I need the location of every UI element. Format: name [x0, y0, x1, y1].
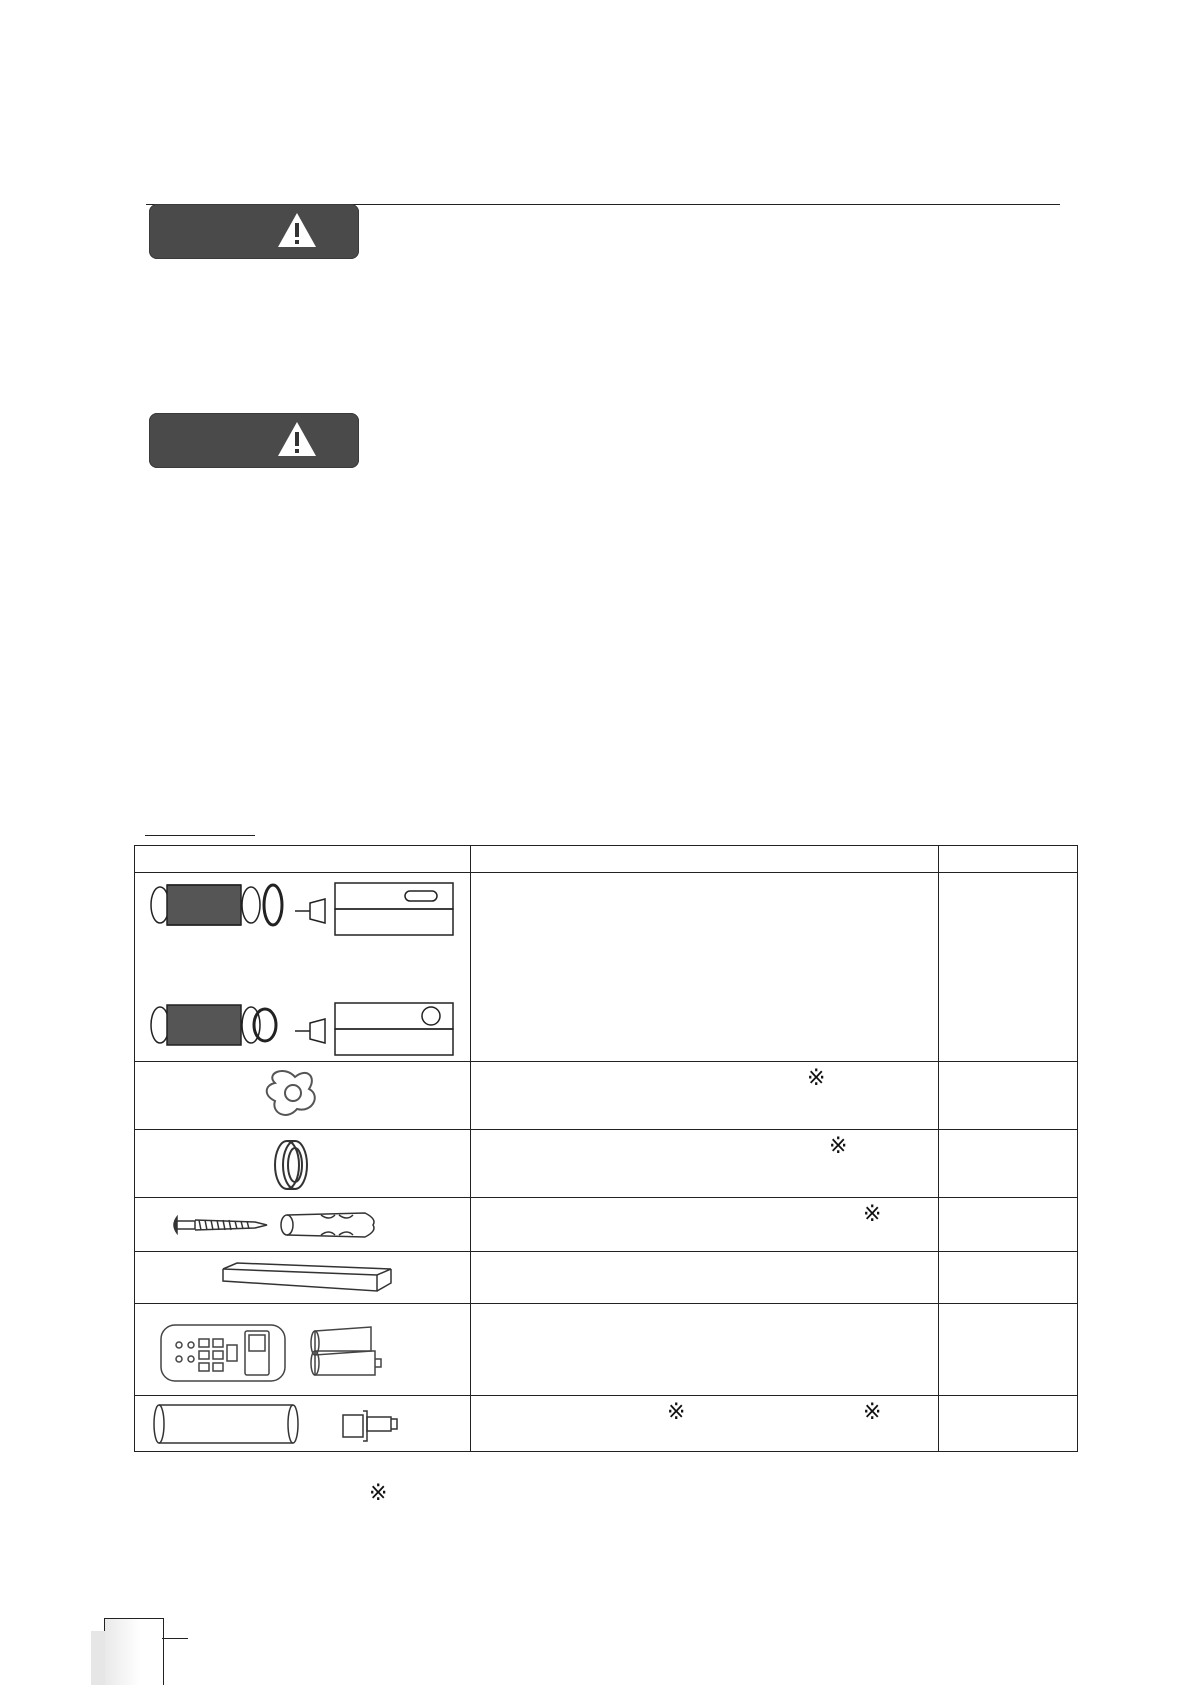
foam-strip-description	[471, 1252, 939, 1304]
optional-mark: ※	[863, 1202, 882, 1227]
warning-banner	[149, 413, 359, 468]
remote-control-and-batteries-illustration	[135, 1304, 471, 1396]
table-row	[135, 873, 1078, 1062]
page-number-tick	[162, 1638, 188, 1639]
table-row	[135, 1130, 1078, 1198]
table-row	[135, 1252, 1078, 1304]
drain-pipe-and-connector-illustration	[135, 1396, 471, 1452]
optional-mark: ※	[829, 1134, 848, 1159]
warning-banner	[149, 204, 359, 259]
section-heading-underline	[145, 835, 255, 836]
screw-and-anchor-quantity	[939, 1198, 1078, 1252]
exhaust-hose-kits-description	[471, 873, 939, 1062]
exhaust-hose-kits-quantity	[939, 873, 1078, 1062]
column-header-part	[135, 846, 471, 873]
remote-control-and-batteries-quantity	[939, 1304, 1078, 1396]
remote-control-and-batteries-description	[471, 1304, 939, 1396]
table-row	[135, 1062, 1078, 1130]
warning-triangle-icon	[276, 211, 318, 249]
hose-adapter-ring-quantity	[939, 1130, 1078, 1198]
optional-mark: ※	[667, 1400, 686, 1425]
footnote-optional-mark: ※	[369, 1481, 388, 1506]
foam-strip-quantity	[939, 1252, 1078, 1304]
drain-pipe-and-connector-description	[471, 1396, 939, 1452]
screw-and-anchor-description	[471, 1198, 939, 1252]
optional-mark: ※	[863, 1400, 882, 1425]
exhaust-hose-kits-illustration	[135, 873, 471, 1062]
table-header-row	[135, 846, 1078, 873]
table-row	[135, 1198, 1078, 1252]
optional-mark: ※	[807, 1066, 826, 1091]
page-number-box	[104, 1618, 164, 1685]
drain-hose-clip-illustration	[135, 1062, 471, 1130]
drain-hose-clip-quantity	[939, 1062, 1078, 1130]
foam-strip-illustration	[135, 1252, 471, 1304]
drain-pipe-and-connector-quantity	[939, 1396, 1078, 1452]
accessories-table	[134, 845, 1078, 1452]
table-row	[135, 1396, 1078, 1452]
column-header-name	[471, 846, 939, 873]
hose-adapter-ring-illustration	[135, 1130, 471, 1198]
screw-and-anchor-illustration	[135, 1198, 471, 1252]
warning-triangle-icon	[276, 420, 318, 458]
hose-adapter-ring-description	[471, 1130, 939, 1198]
column-header-quantity	[939, 846, 1078, 873]
drain-hose-clip-description	[471, 1062, 939, 1130]
table-row	[135, 1304, 1078, 1396]
